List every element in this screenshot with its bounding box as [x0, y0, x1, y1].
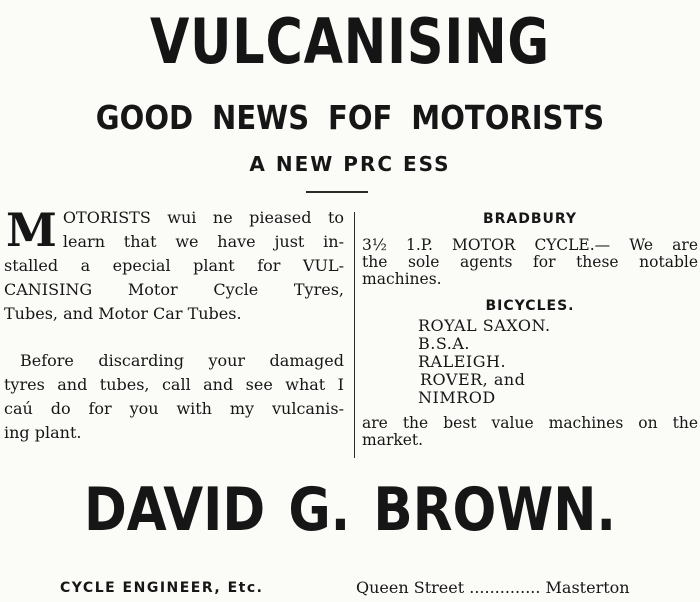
- body-line: stalled a epecial plant for VUL-: [4, 256, 344, 275]
- body-line: caú do for you with my vulcanis-: [4, 399, 344, 418]
- bicycle-item: B.S.A.: [418, 334, 470, 353]
- dropcap: M: [6, 203, 57, 257]
- advertiser-address: Queen Street .............. Masterton: [356, 578, 630, 597]
- bicycle-item: ROYAL SAXON.: [418, 316, 551, 335]
- headline: VULCANISING: [150, 5, 550, 78]
- body-line: Tubes, and Motor Car Tubes.: [4, 304, 242, 323]
- advertiser-name: DAVID G. BROWN.: [83, 475, 617, 545]
- body-line: the sole agents for these notable: [362, 253, 698, 271]
- bicycles-heading: BICYCLES.: [485, 298, 575, 314]
- body-line: Before discarding your damaged: [20, 351, 344, 370]
- bicycle-list: [418, 317, 698, 407]
- right-column: [362, 208, 698, 449]
- body-line: are the best value machines on the: [362, 414, 698, 432]
- bicycle-item: ROVER, and: [420, 370, 526, 389]
- left-column: [4, 203, 344, 445]
- divider-rule: [306, 191, 368, 193]
- body-line: tyres and tubes, call and see what I: [4, 375, 344, 394]
- bicycle-item: NIMROD: [418, 388, 496, 407]
- body-line: 3½ 1.P. MOTOR CYCLE.— We are: [362, 236, 698, 254]
- bicycle-item: RALEIGH.: [418, 352, 507, 371]
- body-line: learn that we have just in-: [62, 232, 344, 251]
- bradbury-heading: BRADBURY: [482, 211, 578, 227]
- advertiser-title: CYCLE ENGINEER, Etc.: [60, 580, 264, 596]
- tagline: A NEW PRC ESS: [249, 152, 451, 176]
- body-line: machines.: [362, 270, 442, 288]
- body-line: market.: [362, 431, 424, 449]
- body-line: CANISING Motor Cycle Tyres,: [4, 280, 344, 299]
- paragraph-2: [4, 349, 344, 445]
- column-divider: [354, 212, 355, 458]
- body-line: ing plant.: [4, 423, 82, 442]
- subheadline: GOOD NEWS FOF MOTORISTS: [95, 98, 605, 137]
- body-line: OTORISTS wui ne pieased to: [62, 208, 344, 227]
